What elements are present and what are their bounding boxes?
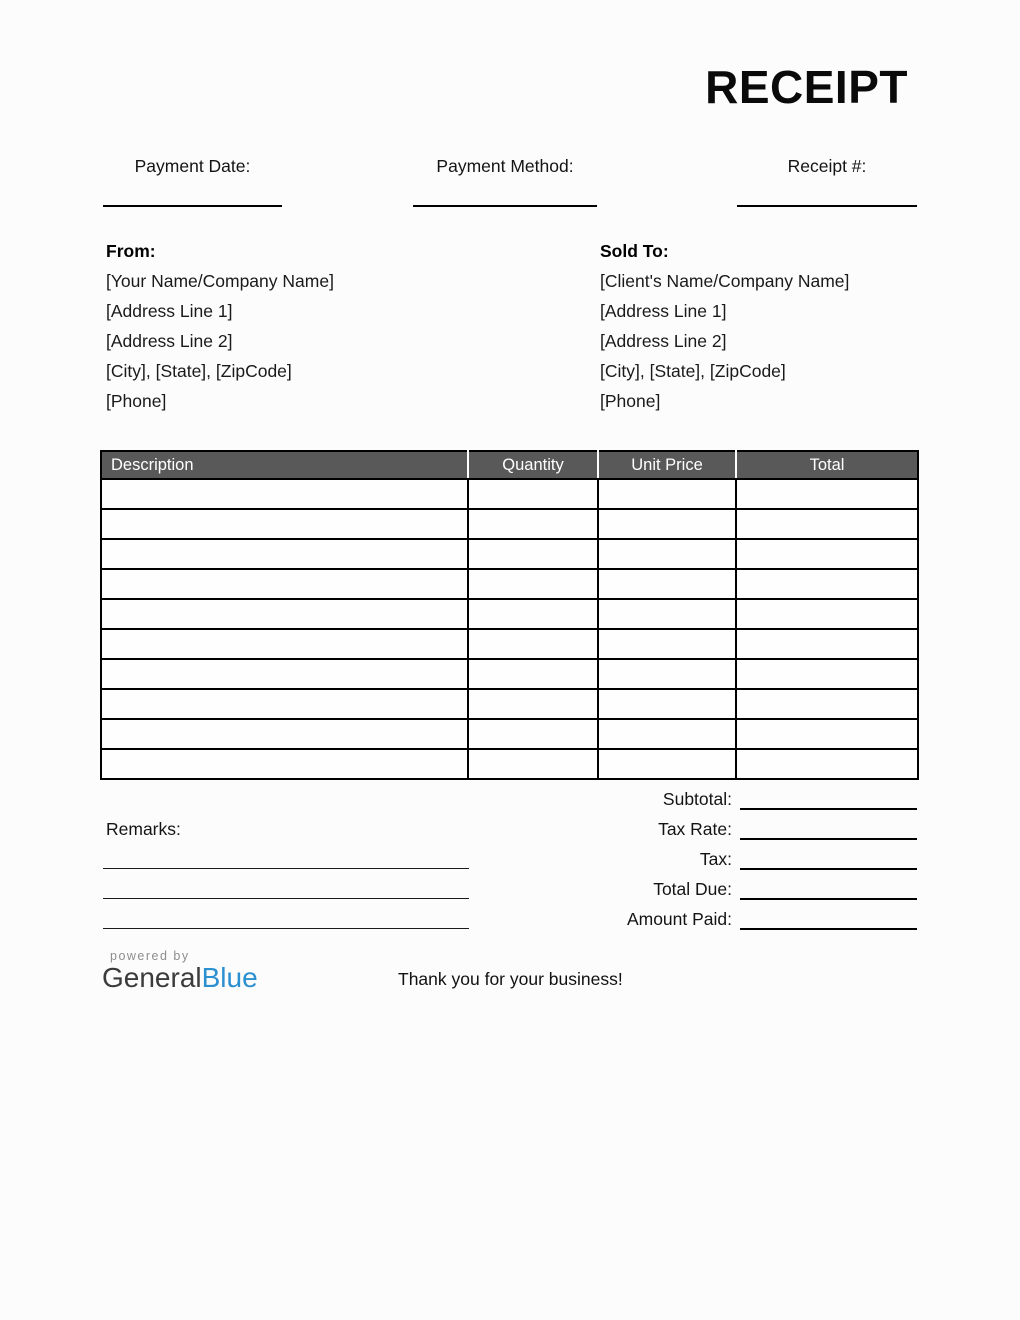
sold-to-address2-line: [Address Line 2] <box>600 331 727 351</box>
table-cell-empty[interactable] <box>468 719 598 749</box>
table-cell-empty[interactable] <box>468 599 598 629</box>
total-due-label: Total Due: <box>653 879 732 899</box>
sold-to-address1-line: [Address Line 1] <box>600 301 727 321</box>
payment-date-label: Payment Date: <box>134 156 251 176</box>
from-title: From: <box>106 241 156 261</box>
amount-paid-label: Amount Paid: <box>626 909 732 929</box>
table-cell-empty[interactable] <box>101 569 468 599</box>
tax-label: Tax: <box>699 849 732 869</box>
table-cell-empty[interactable] <box>101 629 468 659</box>
tax-rate-write-line[interactable] <box>740 820 917 840</box>
tax-rate-label: Tax Rate: <box>658 819 732 839</box>
sold-to-city-line: [City], [State], [ZipCode] <box>600 361 786 381</box>
from-address2-line: [Address Line 2] <box>106 331 233 351</box>
column-header-unit-price: Unit Price <box>598 451 736 479</box>
table-cell-empty[interactable] <box>736 749 918 779</box>
sold-to-phone-line: [Phone] <box>600 391 661 411</box>
from-name-line: [Your Name/Company Name] <box>106 271 334 291</box>
table-cell-empty[interactable] <box>736 569 918 599</box>
table-cell-empty[interactable] <box>736 689 918 719</box>
receipt-number-label: Receipt #: <box>787 156 867 176</box>
thank-you-message: Thank you for your business! <box>398 969 623 989</box>
table-cell-empty[interactable] <box>598 509 736 539</box>
table-cell-empty[interactable] <box>101 689 468 719</box>
table-row <box>101 659 918 689</box>
table-cell-empty[interactable] <box>468 539 598 569</box>
from-address1-line: [Address Line 1] <box>106 301 233 321</box>
from-section <box>106 236 334 416</box>
table-cell-empty[interactable] <box>468 689 598 719</box>
table-row <box>101 629 918 659</box>
table-cell-empty[interactable] <box>101 479 468 509</box>
table-row <box>101 599 918 629</box>
table-cell-empty[interactable] <box>598 659 736 689</box>
page-title: RECEIPT <box>705 61 908 113</box>
remarks-write-line[interactable] <box>103 868 469 869</box>
table-cell-empty[interactable] <box>736 599 918 629</box>
column-header-quantity: Quantity <box>468 451 598 479</box>
from-phone-line: [Phone] <box>106 391 167 411</box>
logo-text-general: General <box>102 962 202 993</box>
table-cell-empty[interactable] <box>468 659 598 689</box>
table-row <box>101 749 918 779</box>
table-cell-empty[interactable] <box>101 599 468 629</box>
table-row <box>101 569 918 599</box>
table-cell-empty[interactable] <box>598 719 736 749</box>
column-header-description: Description <box>101 451 468 479</box>
logo-text-blue: Blue <box>201 962 258 993</box>
tax-row <box>520 846 917 870</box>
table-cell-empty[interactable] <box>468 509 598 539</box>
table-cell-empty[interactable] <box>736 629 918 659</box>
table-cell-empty[interactable] <box>598 599 736 629</box>
table-cell-empty[interactable] <box>101 659 468 689</box>
from-city-line: [City], [State], [ZipCode] <box>106 361 292 381</box>
table-cell-empty[interactable] <box>468 749 598 779</box>
amount-paid-row <box>520 906 917 930</box>
payment-date-field <box>103 156 282 207</box>
payment-method-field <box>413 156 597 207</box>
table-cell-empty[interactable] <box>101 749 468 779</box>
column-header-total: Total <box>736 451 918 479</box>
table-cell-empty[interactable] <box>598 629 736 659</box>
items-table-body <box>101 479 918 779</box>
sold-to-title: Sold To: <box>600 241 669 261</box>
receipt-number-field <box>737 156 917 207</box>
table-row <box>101 689 918 719</box>
powered-by-text: powered by <box>110 949 190 963</box>
table-cell-empty[interactable] <box>101 719 468 749</box>
amount-paid-write-line[interactable] <box>740 910 917 930</box>
total-due-write-line[interactable] <box>740 880 917 900</box>
sold-to-section <box>600 236 849 416</box>
subtotal-label: Subtotal: <box>662 789 732 809</box>
items-table <box>100 450 919 780</box>
remarks-label: Remarks: <box>106 819 181 839</box>
table-row <box>101 539 918 569</box>
table-row <box>101 719 918 749</box>
table-cell-empty[interactable] <box>101 539 468 569</box>
table-cell-empty[interactable] <box>468 569 598 599</box>
items-table-header <box>101 451 918 479</box>
payment-method-label: Payment Method: <box>436 156 574 176</box>
tax-rate-row <box>520 816 917 840</box>
table-cell-empty[interactable] <box>468 629 598 659</box>
sold-to-name-line: [Client's Name/Company Name] <box>600 271 850 291</box>
subtotal-write-line[interactable] <box>740 790 917 810</box>
table-cell-empty[interactable] <box>598 569 736 599</box>
payment-date-write-line[interactable] <box>103 205 282 207</box>
remarks-write-line[interactable] <box>103 928 469 929</box>
table-cell-empty[interactable] <box>736 539 918 569</box>
general-blue-logo <box>102 962 258 994</box>
table-cell-empty[interactable] <box>736 719 918 749</box>
table-cell-empty[interactable] <box>101 509 468 539</box>
table-row <box>101 479 918 509</box>
table-cell-empty[interactable] <box>736 509 918 539</box>
remarks-write-line[interactable] <box>103 898 469 899</box>
table-cell-empty[interactable] <box>598 749 736 779</box>
total-due-row <box>520 876 917 900</box>
receipt-number-write-line[interactable] <box>737 205 917 207</box>
tax-write-line[interactable] <box>740 850 917 870</box>
table-cell-empty[interactable] <box>598 689 736 719</box>
table-row <box>101 509 918 539</box>
table-cell-empty[interactable] <box>598 539 736 569</box>
table-cell-empty[interactable] <box>598 479 736 509</box>
payment-method-write-line[interactable] <box>413 205 597 207</box>
subtotal-row <box>520 786 917 810</box>
table-cell-empty[interactable] <box>736 479 918 509</box>
table-cell-empty[interactable] <box>468 479 598 509</box>
table-cell-empty[interactable] <box>736 659 918 689</box>
